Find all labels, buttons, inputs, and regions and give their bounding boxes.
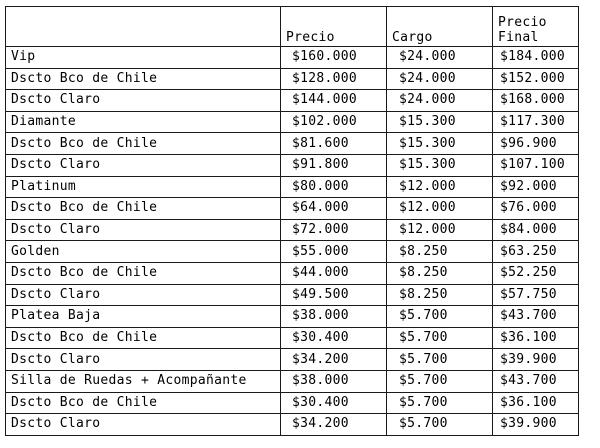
cell-name: Silla de Ruedas + Acompañante [6, 370, 281, 392]
table-row [6, 176, 579, 198]
cell-name: Dscto Bco de Chile [6, 198, 281, 220]
cell-price: $64.000 [281, 198, 387, 220]
table-row [6, 370, 579, 392]
cell-name: Dscto Claro [6, 90, 281, 112]
cell-price: $72.000 [281, 219, 387, 241]
cell-charge: $8.250 [387, 262, 493, 284]
cell-price: $160.000 [281, 47, 387, 69]
header-final-line2: Final [498, 30, 539, 45]
cell-price: $102.000 [281, 111, 387, 133]
cell-final: $96.900 [493, 133, 579, 155]
cell-price: $44.000 [281, 262, 387, 284]
cell-final: $36.100 [493, 392, 579, 414]
header-final-line1: Precio [498, 15, 547, 30]
cell-price: $49.500 [281, 284, 387, 306]
cell-final: $184.000 [493, 47, 579, 69]
header-price-label: Precio [286, 30, 335, 45]
table-row [6, 68, 579, 90]
header-row [6, 7, 579, 47]
cell-final: $52.250 [493, 262, 579, 284]
table-row [6, 219, 579, 241]
cell-charge: $24.000 [387, 68, 493, 90]
cell-name: Golden [6, 241, 281, 263]
cell-price: $38.000 [281, 370, 387, 392]
cell-name: Dscto Claro [6, 414, 281, 436]
cell-charge: $15.300 [387, 154, 493, 176]
cell-charge: $12.000 [387, 176, 493, 198]
cell-price: $38.000 [281, 306, 387, 328]
cell-name: Dscto Bco de Chile [6, 327, 281, 349]
table-row [6, 111, 579, 133]
cell-final: $39.900 [493, 414, 579, 436]
cell-final: $43.700 [493, 306, 579, 328]
table-row [6, 349, 579, 371]
header-final [493, 7, 579, 47]
cell-price: $144.000 [281, 90, 387, 112]
header-price [281, 7, 387, 47]
cell-name: Dscto Bco de Chile [6, 262, 281, 284]
table-row [6, 392, 579, 414]
cell-final: $168.000 [493, 90, 579, 112]
cell-charge: $8.250 [387, 284, 493, 306]
cell-price: $91.800 [281, 154, 387, 176]
cell-charge: $15.300 [387, 111, 493, 133]
price-table [5, 6, 579, 436]
cell-name: Dscto Bco de Chile [6, 392, 281, 414]
table-row [6, 90, 579, 112]
cell-price: $30.400 [281, 392, 387, 414]
cell-final: $92.000 [493, 176, 579, 198]
cell-price: $30.400 [281, 327, 387, 349]
cell-price: $55.000 [281, 241, 387, 263]
table-row [6, 133, 579, 155]
table-row [6, 327, 579, 349]
cell-price: $81.600 [281, 133, 387, 155]
cell-price: $80.000 [281, 176, 387, 198]
cell-name: Dscto Bco de Chile [6, 133, 281, 155]
cell-charge: $5.700 [387, 327, 493, 349]
cell-final: $76.000 [493, 198, 579, 220]
table-row [6, 414, 579, 436]
header-charge-label: Cargo [392, 30, 433, 45]
cell-final: $117.300 [493, 111, 579, 133]
cell-charge: $5.700 [387, 392, 493, 414]
cell-price: $128.000 [281, 68, 387, 90]
cell-charge: $12.000 [387, 198, 493, 220]
cell-name: Dscto Claro [6, 349, 281, 371]
table-row [6, 306, 579, 328]
cell-price: $34.200 [281, 414, 387, 436]
cell-name: Platea Baja [6, 306, 281, 328]
cell-final: $43.700 [493, 370, 579, 392]
header-name [6, 7, 281, 47]
cell-charge: $5.700 [387, 370, 493, 392]
cell-name: Dscto Claro [6, 154, 281, 176]
table-row [6, 198, 579, 220]
table-row [6, 284, 579, 306]
table-row [6, 47, 579, 69]
table-row [6, 154, 579, 176]
cell-charge: $8.250 [387, 241, 493, 263]
cell-charge: $12.000 [387, 219, 493, 241]
cell-final: $84.000 [493, 219, 579, 241]
cell-name: Platinum [6, 176, 281, 198]
table-body [6, 47, 579, 436]
cell-charge: $24.000 [387, 47, 493, 69]
header-charge [387, 7, 493, 47]
cell-name: Dscto Claro [6, 284, 281, 306]
cell-final: $107.100 [493, 154, 579, 176]
cell-final: $57.750 [493, 284, 579, 306]
cell-charge: $5.700 [387, 349, 493, 371]
cell-charge: $24.000 [387, 90, 493, 112]
cell-charge: $5.700 [387, 306, 493, 328]
cell-price: $34.200 [281, 349, 387, 371]
cell-name: Vip [6, 47, 281, 69]
cell-final: $36.100 [493, 327, 579, 349]
cell-final: $152.000 [493, 68, 579, 90]
cell-final: $63.250 [493, 241, 579, 263]
table-row [6, 262, 579, 284]
cell-name: Diamante [6, 111, 281, 133]
cell-charge: $15.300 [387, 133, 493, 155]
cell-name: Dscto Claro [6, 219, 281, 241]
cell-charge: $5.700 [387, 414, 493, 436]
cell-final: $39.900 [493, 349, 579, 371]
table-row [6, 241, 579, 263]
cell-name: Dscto Bco de Chile [6, 68, 281, 90]
